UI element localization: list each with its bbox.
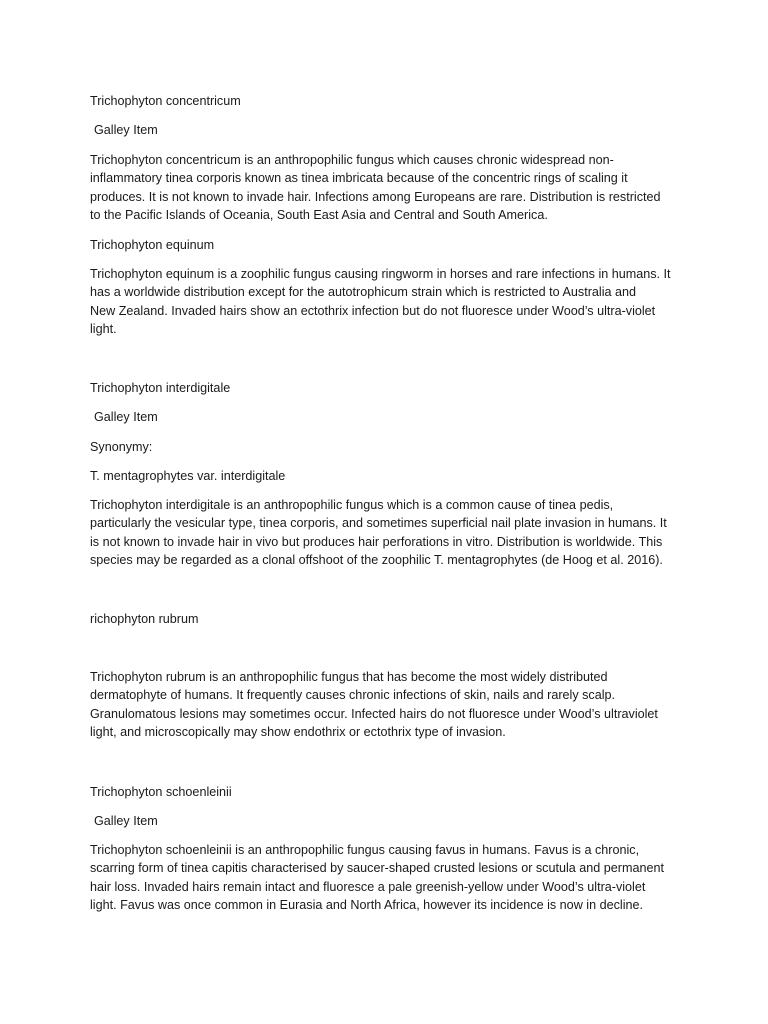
section-title-equinum: Trichophyton equinum: [90, 238, 215, 252]
paragraph-interdigitale: [90, 496, 690, 569]
gallery-item-link[interactable]: Galley Item: [94, 410, 158, 424]
paragraph-line: light. Favus was once common in Eurasia and North Africa, however its incidence is now in decline.: [90, 897, 643, 912]
paragraph-line: light.: [90, 321, 117, 336]
paragraph-line: to the Pacific Islands of Oceania, South East Asia and Central and South America.: [90, 207, 548, 222]
paragraph-line: Trichophyton rubrum is an anthropophilic fungus that has become the most widely distributed: [90, 670, 608, 684]
paragraph-line: inflammatory tinea corporis known as tinea imbricata because of the concentric rings of scaling it: [90, 171, 628, 186]
section-title-schoenleinii: Trichophyton schoenleinii: [90, 785, 232, 799]
paragraph-rubrum: [90, 668, 690, 741]
paragraph-line: Granulomatous lesions may sometimes occur. Infected hairs do not fluoresce under Wood’s ultraviolet: [90, 706, 658, 721]
paragraph-line: hair loss. Invaded hairs remain intact and fluoresce a pale greenish-yellow under Wood’s ultra-violet: [90, 879, 646, 894]
synonymy-value: T. mentagrophytes var. interdigitale: [90, 469, 286, 483]
paragraph-line: is not known to invade hair in vivo but produces hair perforations in vitro. Distribution is worldwide. This: [90, 534, 663, 549]
gallery-item-link[interactable]: Galley Item: [94, 814, 158, 828]
gallery-item-link[interactable]: Galley Item: [94, 123, 158, 137]
paragraph-line: has a worldwide distribution except for the autotrophicum strain which is restricted to Australia and: [90, 285, 637, 300]
synonymy-label: Synonymy:: [90, 440, 153, 454]
paragraph-line: Trichophyton equinum is a zoophilic fungus causing ringworm in horses and rare infections in humans. It: [90, 267, 671, 281]
paragraph-schoenleinii: [90, 841, 690, 914]
paragraph-line: produces. It is not known to invade hair. Infections among Europeans are rare. Distribution is restricted: [90, 189, 661, 204]
paragraph-line: dermatophyte of humans. It frequently causes chronic infections of skin, nails and rarely scalp.: [90, 688, 616, 703]
paragraph-line: species may be regarded as a clonal offshoot of the zoophilic T. mentagrophytes (de Hoog et al. 2016).: [90, 552, 663, 567]
paragraph-line: Trichophyton interdigitale is an anthropophilic fungus which is a common cause of tinea pedis,: [90, 498, 614, 512]
paragraph-line: particularly the vesicular type, tinea corporis, and sometimes superficial nail plate invasion in humans. It: [90, 516, 667, 531]
paragraph-line: scarring form of tinea capitis characterised by saucer-shaped crusted lesions or scutula and permanent: [90, 861, 665, 876]
paragraph-line: Trichophyton concentricum is an anthropophilic fungus which causes chronic widespread non-: [90, 153, 614, 167]
section-title-rubrum: richophyton rubrum: [90, 612, 199, 626]
section-title-concentricum: Trichophyton concentricum: [90, 94, 241, 108]
paragraph-equinum: [90, 265, 690, 338]
paragraph-line: New Zealand. Invaded hairs show an ectothrix infection but do not fluoresce under Wood’s ultra-violet: [90, 303, 656, 318]
paragraph-line: light, and microscopically may show endothrix or ectothrix type of invasion.: [90, 724, 506, 739]
section-title-interdigitale: Trichophyton interdigitale: [90, 381, 231, 395]
paragraph-concentricum: [90, 151, 690, 224]
paragraph-line: Trichophyton schoenleinii is an anthropophilic fungus causing favus in humans. Favus is a chronic,: [90, 843, 640, 857]
